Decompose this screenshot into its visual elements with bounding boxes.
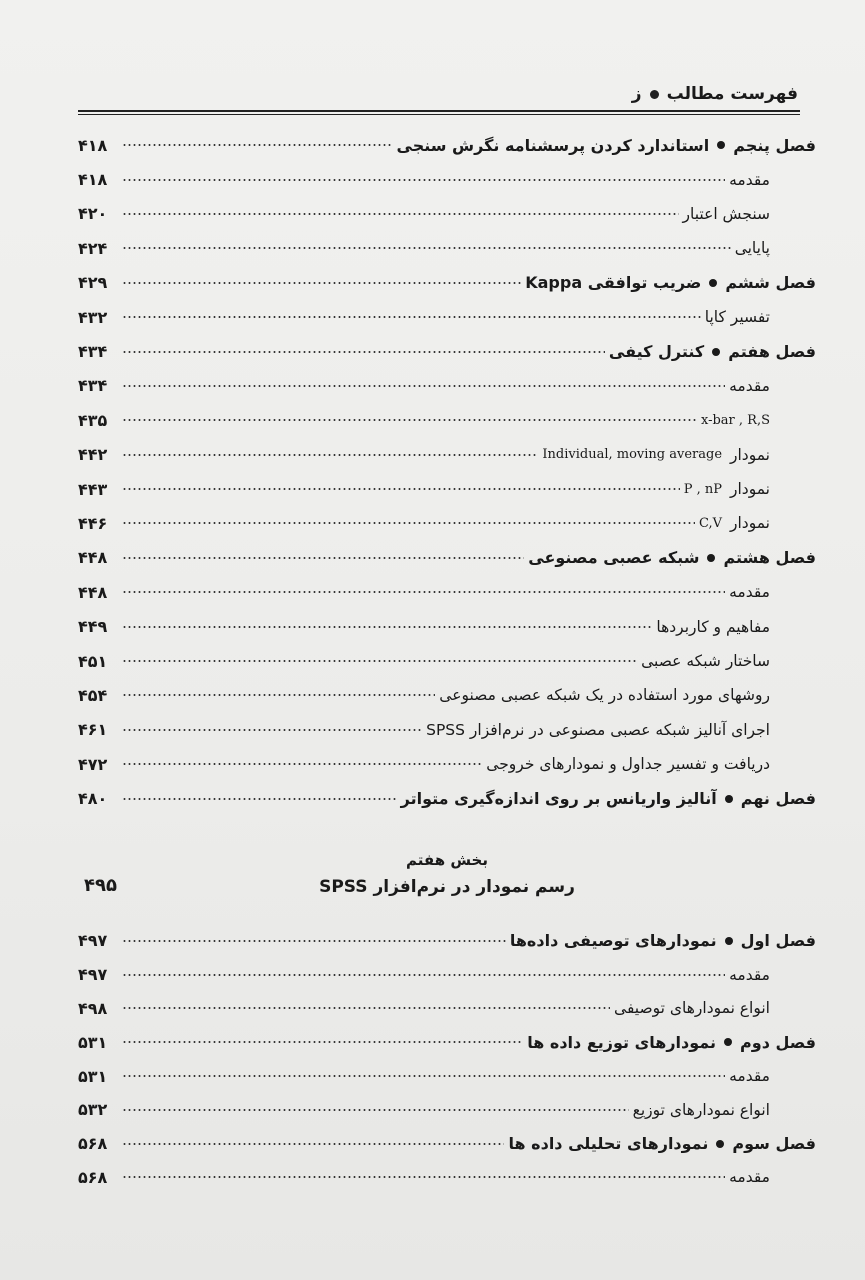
entry-latin-term: P , nP bbox=[683, 481, 723, 497]
toc-entry-row bbox=[78, 992, 816, 1026]
page-number: ۵۶۸ bbox=[78, 1134, 108, 1154]
chapter-label: فصل ششم bbox=[725, 273, 816, 293]
entry-title-group bbox=[729, 1067, 816, 1085]
dot-leader bbox=[122, 585, 725, 599]
dot-leader bbox=[122, 688, 435, 702]
toc-entry-row bbox=[78, 369, 816, 403]
toc-entry-row bbox=[78, 575, 816, 609]
entry-title: مقدمه bbox=[729, 1067, 770, 1086]
page-number: ۴۴۲ bbox=[78, 445, 108, 465]
page-number: ۴۲۰ bbox=[78, 204, 108, 224]
page-number: ۵۳۱ bbox=[78, 1066, 108, 1086]
toc-entry-row bbox=[78, 472, 816, 506]
entry-title-group bbox=[701, 413, 816, 428]
dot-leader bbox=[122, 448, 538, 462]
entry-title-group bbox=[683, 205, 816, 223]
dot-leader bbox=[122, 757, 482, 771]
part-title: رسم نمودار در نرم‌افزار SPSS bbox=[319, 877, 575, 897]
entry-title: نمودارهای تحلیلی داده ها bbox=[508, 1134, 709, 1154]
dot-leader bbox=[122, 723, 422, 737]
dot-leader bbox=[122, 620, 652, 634]
entry-title-group bbox=[527, 1033, 816, 1052]
entry-title: استاندارد کردن پرسشنامه نگرش سنجی bbox=[396, 135, 710, 155]
page-number: ۴۴۸ bbox=[78, 548, 108, 568]
bullet-icon bbox=[724, 1038, 732, 1046]
toc-entry-row bbox=[78, 438, 816, 472]
toc-entry-row bbox=[78, 506, 816, 540]
entry-title-group bbox=[699, 514, 816, 532]
toc-entry-row bbox=[78, 678, 816, 712]
entry-title: نمودارهای توزیع داده ها bbox=[527, 1032, 717, 1052]
toc-entry-row bbox=[78, 609, 816, 643]
entry-title-group bbox=[641, 652, 816, 670]
part-label: بخش هفتم bbox=[406, 851, 488, 869]
page-number: ۴۳۲ bbox=[78, 307, 108, 327]
entry-title: ساختار شبکه عصبی bbox=[641, 652, 770, 671]
bullet-icon bbox=[707, 554, 715, 562]
page-number: ۴۹۸ bbox=[78, 998, 108, 1018]
page-number: ۴۳۵ bbox=[78, 410, 108, 430]
toc-entry-row bbox=[78, 1059, 816, 1093]
chapter-label: فصل هشتم bbox=[723, 548, 816, 568]
page-number: ۴۵۴ bbox=[78, 685, 108, 705]
bullet-icon bbox=[709, 279, 717, 287]
page-number: ۴۴۹ bbox=[78, 617, 108, 637]
entry-title: نمودار bbox=[730, 445, 770, 464]
toc-list-part bbox=[78, 924, 816, 1194]
page-number: ۴۳۴ bbox=[78, 376, 108, 396]
toc-chapter-row bbox=[78, 266, 816, 300]
dot-leader bbox=[122, 379, 725, 393]
toc-entry-row bbox=[78, 747, 816, 781]
entry-title: آنالیز واریانس بر روی اندازه‌گیری متواتر bbox=[400, 789, 717, 809]
entry-title-group bbox=[729, 966, 816, 984]
dot-leader bbox=[122, 310, 701, 324]
toc-entry-row bbox=[78, 197, 816, 231]
entry-title-group bbox=[397, 136, 817, 155]
entry-title-group bbox=[656, 618, 816, 636]
dot-leader bbox=[122, 276, 521, 290]
header-page-letter: ز bbox=[631, 84, 642, 104]
dot-leader bbox=[122, 1103, 629, 1117]
entry-title: تفسیر کاپا bbox=[704, 308, 770, 327]
header-title: فهرست مطالب bbox=[666, 84, 798, 104]
toc-chapter-row bbox=[78, 781, 816, 815]
part-heading bbox=[78, 845, 816, 915]
dot-leader bbox=[122, 413, 697, 427]
page-number: ۴۸۰ bbox=[78, 789, 108, 809]
entry-title: اجرای آنالیز شبکه عصبی مصنوعی در نرم‌افزار SPSS bbox=[426, 720, 770, 739]
entry-title: انواع نمودارهای توزیع bbox=[632, 1100, 770, 1119]
entry-title-group bbox=[510, 931, 816, 950]
entry-title: سنجش اعتبار bbox=[682, 204, 770, 223]
page-number: ۴۹۷ bbox=[78, 931, 108, 951]
toc-chapter-row bbox=[78, 1127, 816, 1161]
page-number: ۴۷۲ bbox=[78, 754, 108, 774]
entry-title-group bbox=[705, 308, 816, 326]
dot-leader bbox=[122, 551, 524, 565]
entry-title: مقدمه bbox=[729, 376, 770, 395]
dot-leader bbox=[122, 1137, 504, 1151]
running-header bbox=[78, 80, 798, 108]
dot-leader bbox=[122, 173, 725, 187]
entry-title-group bbox=[729, 377, 816, 395]
entry-title: نمودار bbox=[730, 480, 770, 499]
entry-title-group bbox=[729, 583, 816, 601]
bullet-icon bbox=[717, 141, 725, 149]
entry-title-group bbox=[729, 171, 816, 189]
part-page-number: ۴۹۵ bbox=[84, 875, 117, 896]
dot-leader bbox=[122, 1170, 725, 1184]
toc-entry-row bbox=[78, 231, 816, 265]
dot-leader bbox=[122, 516, 695, 530]
chapter-label: فصل هفتم bbox=[728, 342, 816, 362]
entry-title-group bbox=[735, 239, 816, 257]
page-number: ۴۹۷ bbox=[78, 965, 108, 985]
entry-title: انواع نمودارهای توصیفی bbox=[614, 999, 770, 1018]
toc-entry-row bbox=[78, 713, 816, 747]
page-number: ۵۳۲ bbox=[78, 1100, 108, 1120]
page-number: ۵۳۱ bbox=[78, 1032, 108, 1052]
toc-chapter-row bbox=[78, 128, 816, 162]
dot-leader bbox=[122, 1001, 610, 1015]
entry-title-group bbox=[401, 789, 816, 808]
entry-latin-term: Individual, moving average bbox=[542, 447, 723, 463]
bullet-icon bbox=[712, 348, 720, 356]
dot-leader bbox=[122, 792, 397, 806]
entry-title-group bbox=[614, 999, 816, 1017]
toc-chapter-row bbox=[78, 334, 816, 368]
entry-title: دریافت و تفسیر جداول و نمودارهای خروجی bbox=[486, 755, 770, 774]
entry-title: پایایی bbox=[734, 239, 770, 258]
header-rule bbox=[78, 110, 800, 112]
chapter-label: فصل سوم bbox=[732, 1134, 816, 1154]
chapter-label: فصل نهم bbox=[740, 789, 816, 809]
entry-title-group bbox=[609, 342, 816, 361]
entry-title: روشهای مورد استفاده در یک شبکه عصبی مصنوعی bbox=[439, 686, 770, 705]
entry-latin-term: C,V bbox=[699, 515, 723, 531]
chapter-label: فصل دوم bbox=[740, 1032, 816, 1052]
toc-entry-row bbox=[78, 1161, 816, 1195]
bullet-icon bbox=[650, 90, 659, 99]
dot-leader bbox=[122, 1035, 523, 1049]
entry-title: ضریب توافقی Kappa bbox=[525, 273, 702, 293]
entry-title: مقدمه bbox=[729, 583, 770, 602]
entry-title-group bbox=[486, 755, 816, 773]
toc-entry-row bbox=[78, 958, 816, 992]
entry-title-group bbox=[525, 273, 816, 292]
toc-chapter-row bbox=[78, 1025, 816, 1059]
header-rule-thin bbox=[78, 114, 800, 115]
page-number: ۴۱۸ bbox=[78, 135, 108, 155]
page-number: ۴۴۶ bbox=[78, 513, 108, 533]
entry-title-group bbox=[729, 1168, 816, 1186]
dot-leader bbox=[122, 241, 731, 255]
dot-leader bbox=[122, 482, 680, 496]
toc-entry-row bbox=[78, 403, 816, 437]
page-number: ۴۳۴ bbox=[78, 342, 108, 362]
page-number: ۴۴۸ bbox=[78, 582, 108, 602]
dot-leader bbox=[122, 207, 679, 221]
page-number: ۴۴۳ bbox=[78, 479, 108, 499]
entry-title: شبکه عصبی مصنوعی bbox=[528, 548, 700, 568]
page-number: ۴۲۴ bbox=[78, 238, 108, 258]
entry-latin-term: x-bar , R,S bbox=[700, 412, 770, 428]
entry-title-group bbox=[439, 686, 816, 704]
entry-title: مفاهیم و کاربردها bbox=[656, 617, 770, 636]
page-number: ۴۱۸ bbox=[78, 170, 108, 190]
toc-entry-row bbox=[78, 162, 816, 196]
dot-leader bbox=[122, 934, 506, 948]
dot-leader bbox=[122, 138, 393, 152]
entry-title-group bbox=[426, 721, 816, 739]
entry-title: مقدمه bbox=[729, 1168, 770, 1187]
dot-leader bbox=[122, 968, 725, 982]
toc-entry-row bbox=[78, 1093, 816, 1127]
chapter-label: فصل پنجم bbox=[733, 135, 816, 155]
toc-chapter-row bbox=[78, 924, 816, 958]
toc-entry-row bbox=[78, 300, 816, 334]
entry-title-group bbox=[684, 480, 816, 498]
toc-chapter-row bbox=[78, 541, 816, 575]
entry-title-group bbox=[528, 548, 816, 567]
entry-title-group bbox=[633, 1101, 816, 1119]
entry-title: کنترل کیفی bbox=[608, 342, 705, 362]
page-number: ۴۵۱ bbox=[78, 651, 108, 671]
page-number: ۵۶۸ bbox=[78, 1167, 108, 1187]
entry-title-group bbox=[508, 1134, 816, 1153]
bullet-icon bbox=[725, 795, 733, 803]
entry-title: نمودارهای توصیفی داده‌ها bbox=[509, 931, 717, 951]
page-number: ۴۲۹ bbox=[78, 273, 108, 293]
entry-title-group bbox=[542, 446, 816, 464]
page-number: ۴۶۱ bbox=[78, 720, 108, 740]
entry-title: نمودار bbox=[730, 514, 770, 533]
toc-list bbox=[78, 128, 816, 816]
chapter-label: فصل اول bbox=[740, 931, 816, 951]
toc-entry-row bbox=[78, 644, 816, 678]
bullet-icon bbox=[725, 937, 733, 945]
dot-leader bbox=[122, 345, 605, 359]
dot-leader bbox=[122, 654, 637, 668]
entry-title: مقدمه bbox=[729, 965, 770, 984]
dot-leader bbox=[122, 1069, 725, 1083]
entry-title: مقدمه bbox=[729, 170, 770, 189]
bullet-icon bbox=[716, 1140, 724, 1148]
